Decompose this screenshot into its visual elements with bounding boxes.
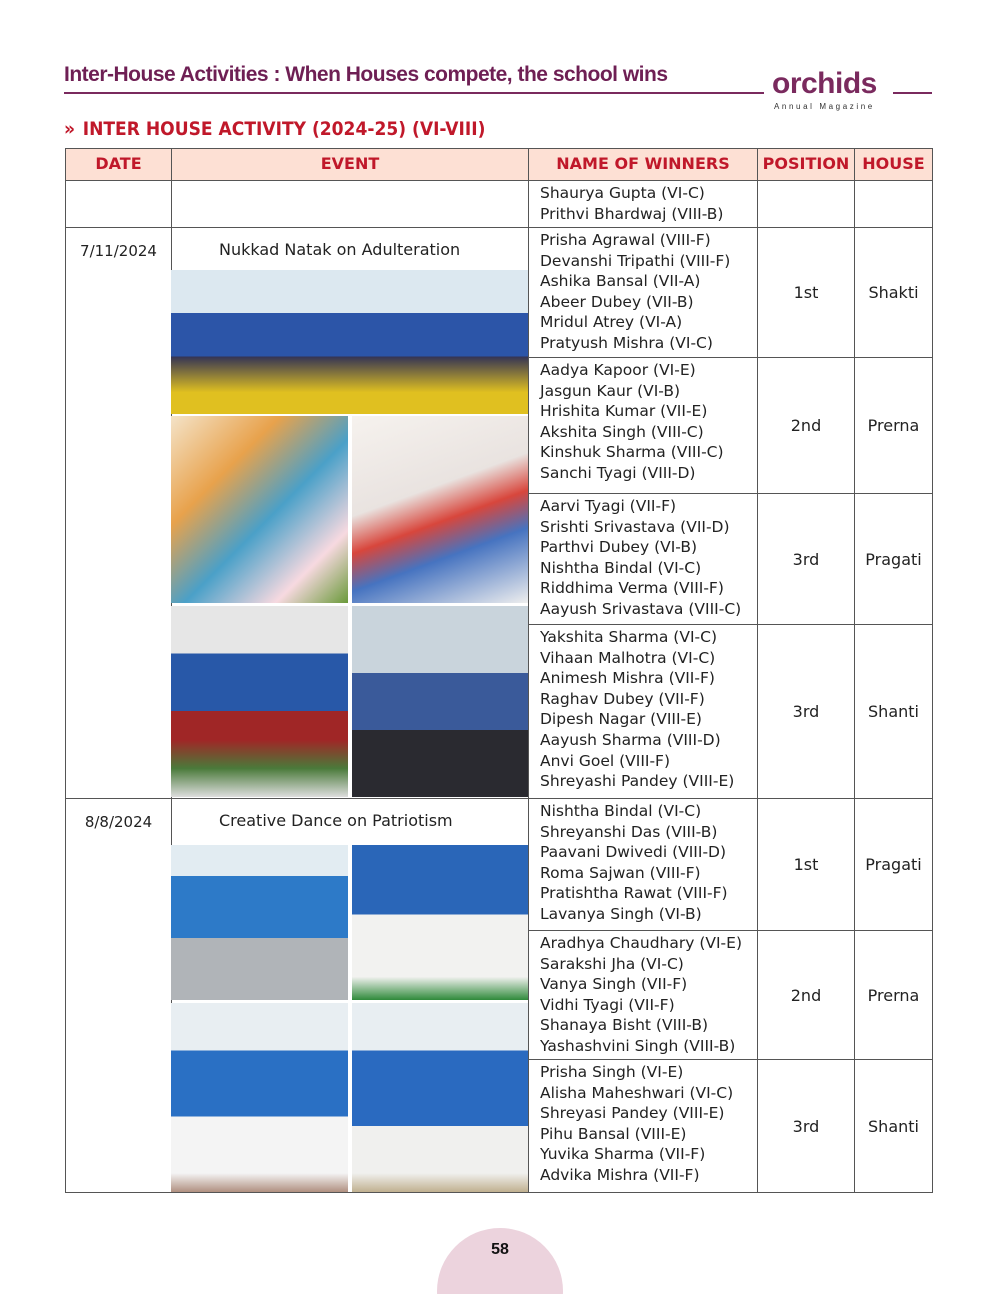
winner-name: Aarvi Tyagi (VII-F) <box>540 497 677 515</box>
winner-name: Devanshi Tripathi (VIII-F) <box>540 251 731 270</box>
winner-names <box>528 930 758 1060</box>
header-event: EVENT <box>171 148 529 181</box>
winner-names <box>528 624 758 799</box>
event-name: Creative Dance on Patriotism <box>219 811 453 830</box>
winner-name: Kinshuk Sharma (VIII-C) <box>540 443 724 462</box>
winner-name: Aayush Srivastava (VIII-C) <box>540 599 742 618</box>
event-date <box>65 180 172 228</box>
winner-name: Mridul Atrey (VI-A) <box>540 313 683 332</box>
winner-name: Shaurya Gupta (VI-C) <box>540 184 705 202</box>
position: 3rd <box>757 493 855 625</box>
dance-photo-4 <box>352 1003 528 1192</box>
section-title <box>64 118 485 140</box>
dance-photo-1 <box>171 845 348 1000</box>
cooking-photo-2 <box>352 606 528 797</box>
winner-name: Riddhima Verma (VIII-F) <box>540 579 724 598</box>
header-house: HOUSE <box>854 148 933 181</box>
house: Shanti <box>854 1059 933 1193</box>
position: 3rd <box>757 624 855 799</box>
winner-names <box>528 227 758 358</box>
winner-name: Abeer Dubey (VII-B) <box>540 292 694 311</box>
winner-names <box>528 357 758 494</box>
winner-name: Vanya Singh (VII-F) <box>540 975 688 994</box>
page-number-circle <box>437 1228 563 1294</box>
winner-name: Sarakshi Jha (VI-C) <box>540 954 684 973</box>
winner-name: Pratyush Mishra (VI-C) <box>540 333 713 352</box>
winner-name: Yashashvini Singh (VIII-B) <box>540 1036 736 1055</box>
house: Pragati <box>854 798 933 931</box>
position: 2nd <box>757 357 855 494</box>
position: 2nd <box>757 930 855 1060</box>
house: Shakti <box>854 227 933 358</box>
winner-name: Shreyanshi Das (VIII-B) <box>540 822 718 841</box>
page-number: 58 <box>491 1241 509 1258</box>
winner-name: Srishti Srivastava (VII-D) <box>540 517 730 536</box>
winner-name: Vidhi Tyagi (VII-F) <box>540 995 675 1014</box>
winner-name: Jasgun Kaur (VI-B) <box>540 381 681 400</box>
winner-name: Advika Mishra (VII-F) <box>540 1165 700 1184</box>
orchids-logo: orchids <box>772 67 877 100</box>
winner-name: Prithvi Bhardwaj (VIII-B) <box>540 204 724 223</box>
art-photo-1 <box>171 416 348 603</box>
event-cell <box>171 180 529 228</box>
winner-name: Hrishita Kumar (VII-E) <box>540 402 708 421</box>
winner-name: Dipesh Nagar (VIII-E) <box>540 710 702 729</box>
winner-name: Yakshita Sharma (VI-C) <box>540 628 717 646</box>
house: Shanti <box>854 624 933 799</box>
winner-name: Akshita Singh (VIII-C) <box>540 422 704 441</box>
winner-name: Prisha Singh (VI-E) <box>540 1063 684 1081</box>
winner-names <box>528 1059 758 1193</box>
winner-name: Alisha Maheshwari (VI-C) <box>540 1083 734 1102</box>
winner-name: Shreyashi Pandey (VIII-E) <box>540 772 735 791</box>
dance-photo-3 <box>171 1003 348 1192</box>
winner-name: Shanaya Bisht (VIII-B) <box>540 1016 709 1035</box>
house <box>854 180 933 228</box>
winner-name: Aradhya Chaudhary (VI-E) <box>540 934 742 952</box>
winner-names <box>528 493 758 625</box>
position: 1st <box>757 227 855 358</box>
winner-name: Aayush Sharma (VIII-D) <box>540 730 721 749</box>
winner-name: Ashika Bansal (VII-A) <box>540 272 701 291</box>
position: 3rd <box>757 1059 855 1193</box>
winner-names <box>528 180 758 228</box>
page-title: Inter-House Activities : When Houses compete, the school wins <box>64 63 668 86</box>
winner-name: Yuvika Sharma (VII-F) <box>540 1145 706 1164</box>
art-photo-2 <box>352 416 528 603</box>
header-winners: NAME OF WINNERS <box>528 148 758 181</box>
winner-name: Vihaan Malhotra (VI-C) <box>540 648 716 667</box>
dance-photo-2 <box>352 845 528 1000</box>
winner-name: Prisha Agrawal (VIII-F) <box>540 231 711 249</box>
winner-name: Lavanya Singh (VI-B) <box>540 904 702 923</box>
winner-name: Parthvi Dubey (VI-B) <box>540 538 698 557</box>
winner-name: Raghav Dubey (VII-F) <box>540 689 705 708</box>
winner-name: Paavani Dwivedi (VIII-D) <box>540 843 727 862</box>
header-date: DATE <box>65 148 172 181</box>
winner-name: Anvi Goel (VIII-F) <box>540 751 671 770</box>
position <box>757 180 855 228</box>
winner-name: Animesh Mishra (VII-F) <box>540 669 715 688</box>
logo-subtitle: Annual Magazine <box>774 102 875 111</box>
title-rule-right <box>893 92 932 94</box>
house: Prerna <box>854 930 933 1060</box>
event-name: Nukkad Natak on Adulteration <box>219 240 461 259</box>
winner-names <box>528 798 758 931</box>
double-chevron-right-icon: » <box>64 118 77 140</box>
winner-name: Pihu Bansal (VIII-E) <box>540 1124 687 1143</box>
winner-name: Sanchi Tyagi (VIII-D) <box>540 463 696 482</box>
position: 1st <box>757 798 855 931</box>
winner-name: Shreyasi Pandey (VIII-E) <box>540 1104 725 1123</box>
winner-name: Nishtha Bindal (VI-C) <box>540 802 702 820</box>
event-date: 8/8/2024 <box>65 798 172 1193</box>
nukkad-natak-photo <box>171 270 528 414</box>
house: Pragati <box>854 493 933 625</box>
winner-name: Aadya Kapoor (VI-E) <box>540 361 696 379</box>
title-rule <box>64 92 764 94</box>
winner-name: Pratishtha Rawat (VIII-F) <box>540 884 728 903</box>
winner-name: Roma Sajwan (VIII-F) <box>540 863 701 882</box>
cooking-photo-1 <box>171 606 348 797</box>
event-date: 7/11/2024 <box>65 227 172 799</box>
house: Prerna <box>854 357 933 494</box>
section-title-text: INTER HOUSE ACTIVITY (2024-25) (VI-VIII) <box>82 118 486 140</box>
header-position: POSITION <box>757 148 855 181</box>
winner-name: Nishtha Bindal (VI-C) <box>540 558 702 577</box>
